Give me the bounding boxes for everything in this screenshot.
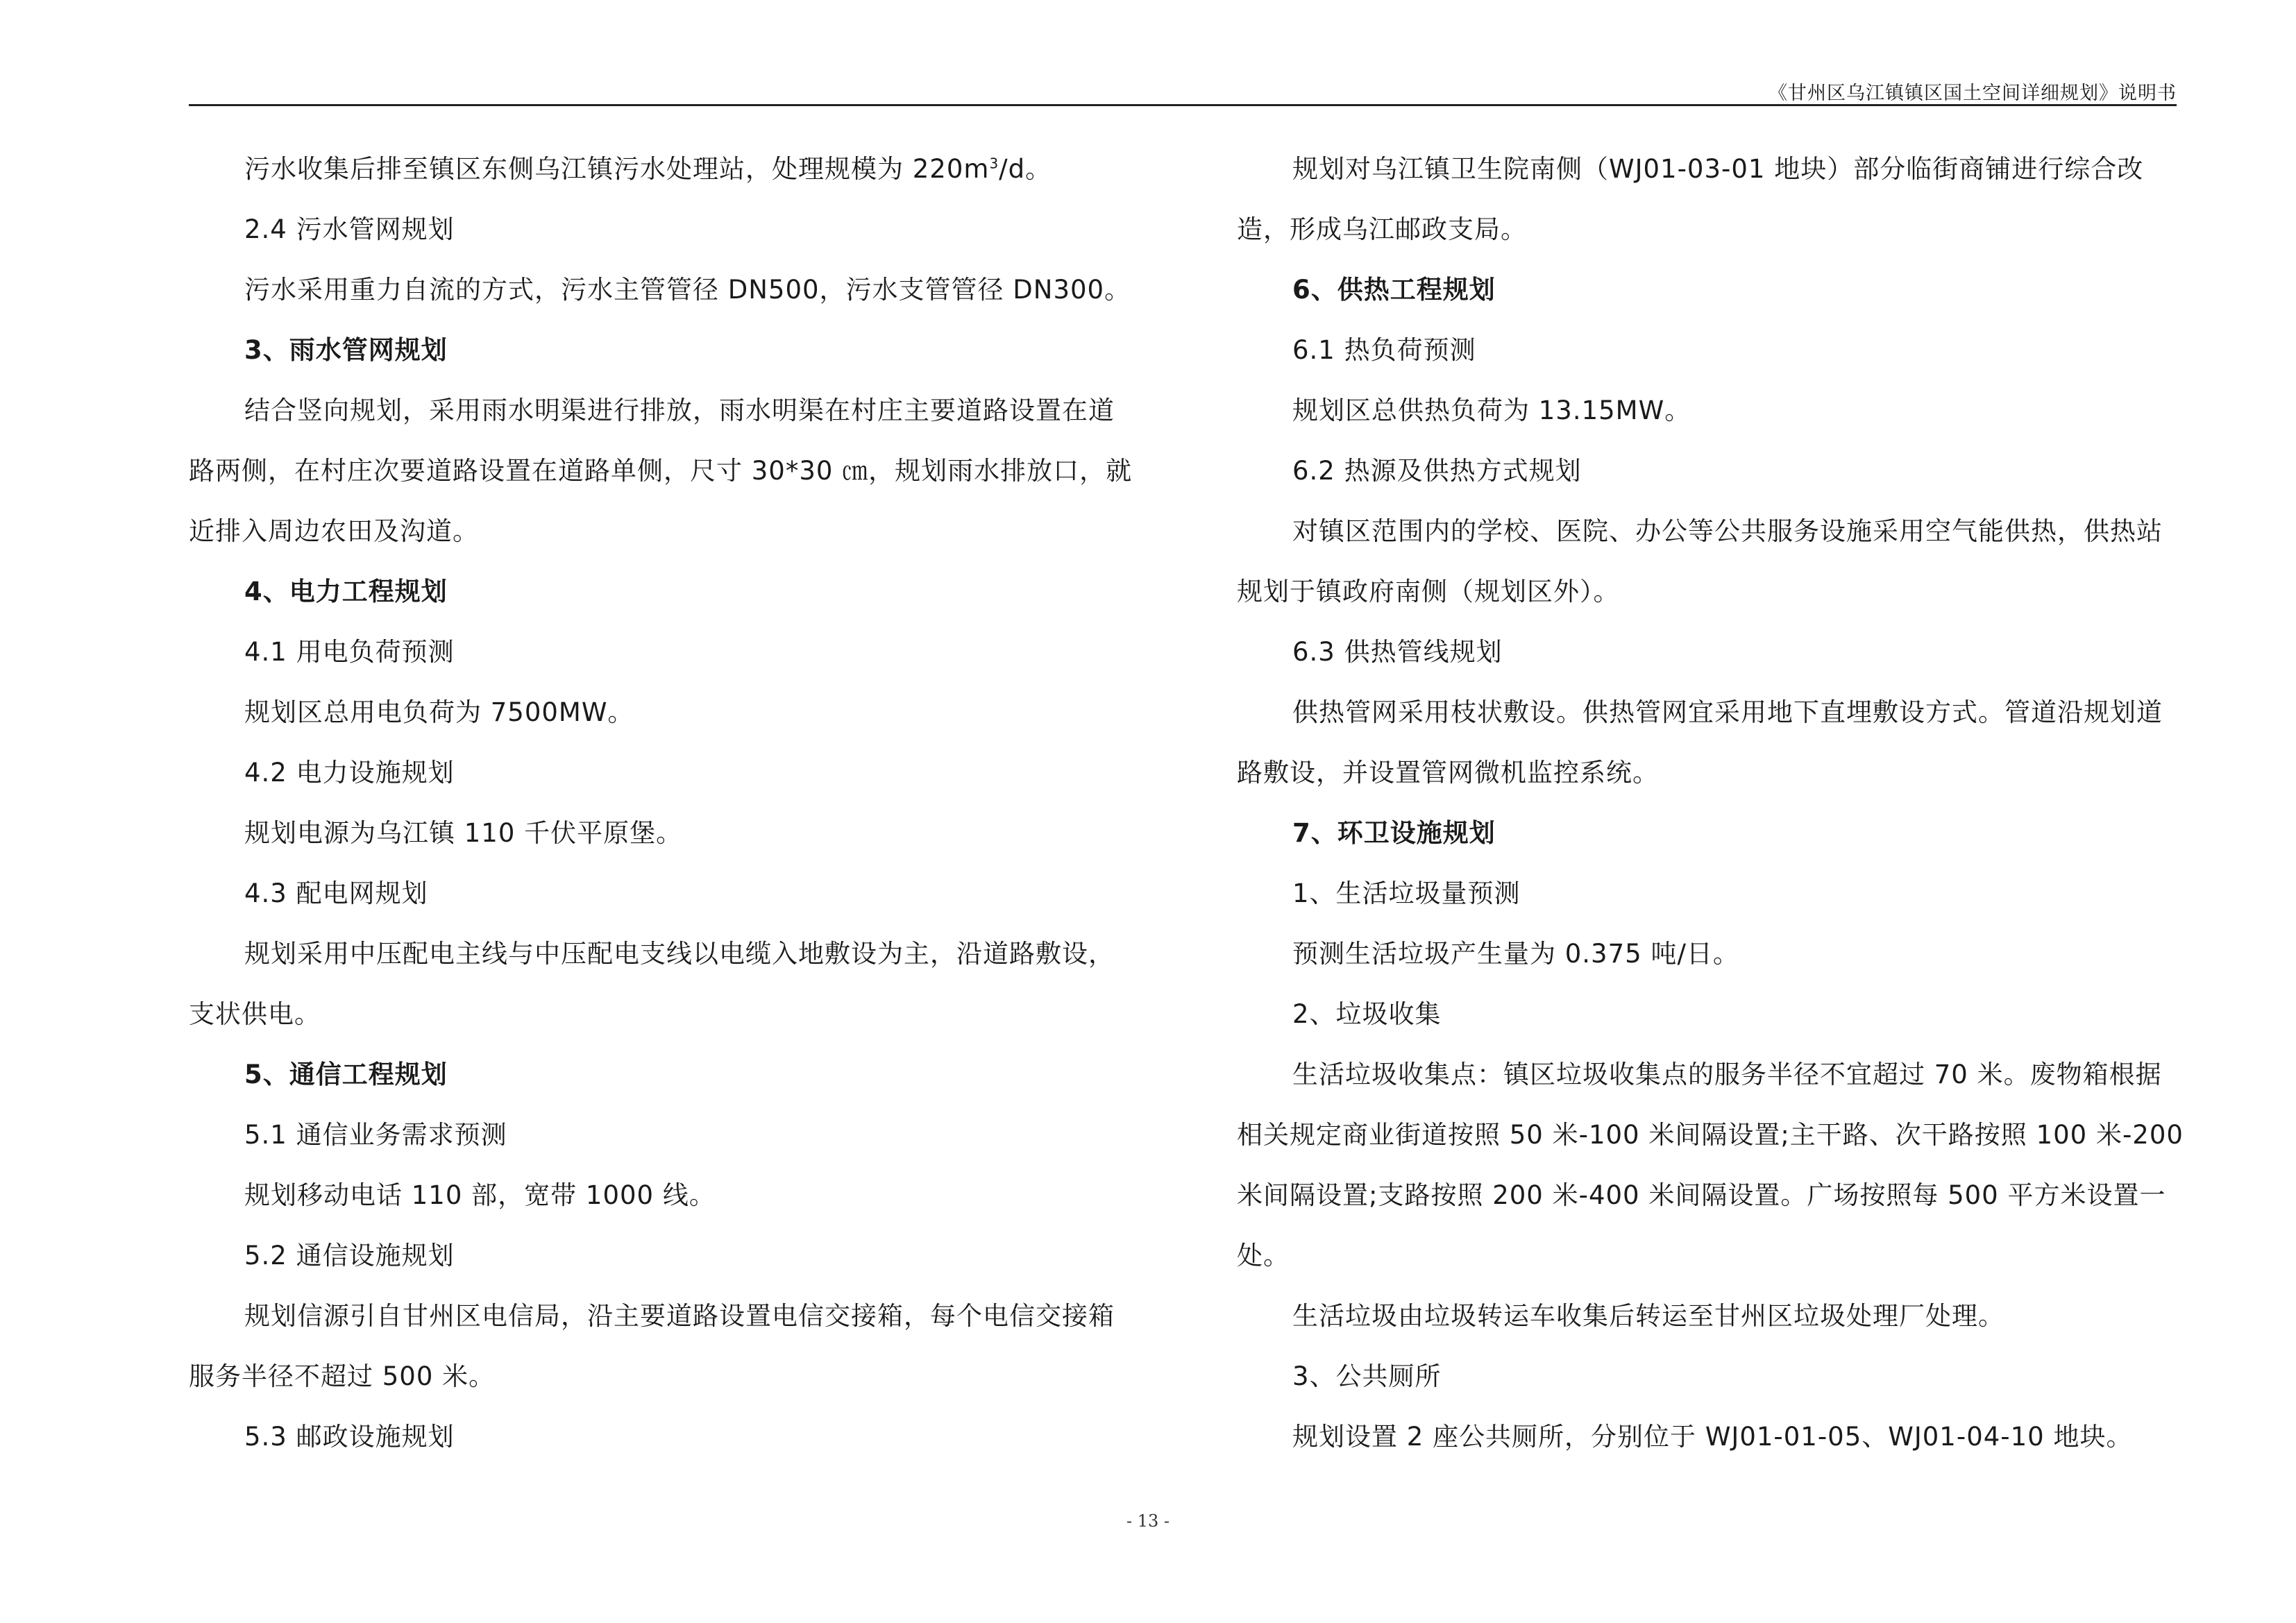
paragraph: 规划电源为乌江镇 110 千伏平原堡。 <box>244 818 683 848</box>
subsection-title: 1、生活垃圾量预测 <box>1292 878 1521 908</box>
page-number: - 13 - <box>1126 1511 1170 1531</box>
paragraph: 污水收集后排至镇区东侧乌江镇污水处理站，处理规模为 $220m^3/d$。 <box>244 154 1052 184</box>
section-heading: 3、雨水管网规划 <box>244 335 448 365</box>
header-rule <box>189 104 2177 106</box>
section-heading: 7、环卫设施规划 <box>1292 818 1496 848</box>
subsection-title: 4.3 配电网规划 <box>244 878 428 908</box>
section-heading: 6、供热工程规划 <box>1292 275 1496 305</box>
left-column <box>189 139 1140 1467</box>
subsection-title: 2.4 污水管网规划 <box>244 214 455 244</box>
paragraph: 规划对乌江镇卫生院南侧（WJ01-03-01 地块）部分临街商铺进行综合改造，形成乌江邮政支局。 <box>1237 154 2144 244</box>
paragraph: 生活垃圾由垃圾转运车收集后转运至甘州区垃圾处理厂处理。 <box>1292 1301 2004 1331</box>
paragraph: 规划信源引自甘州区电信局，沿主要道路设置电信交接箱，每个电信交接箱服务半径不超过 500 米。 <box>189 1301 1115 1391</box>
paragraph: 生活垃圾收集点：镇区垃圾收集点的服务半径不宜超过 70 米。废物箱根据相关规定商业街道按照 50 米-100 米间隔设置;主干路、次干路按照 100 米-200 米间隔设置;支路按照 200 米-400 米间隔设置。广场按照每 500 平方米设置一处。 <box>1237 1060 2184 1271</box>
paragraph: 规划区总供热负荷为 13.15MW。 <box>1292 396 1691 425</box>
header-title: 《甘州区乌江镇镇区国土空间详细规划》说明书 <box>1769 83 2177 104</box>
paragraph: 规划移动电话 110 部，宽带 1000 线。 <box>244 1180 716 1210</box>
subsection-title: 5.2 通信设施规划 <box>244 1241 455 1271</box>
paragraph: 预测生活垃圾产生量为 0.375 吨/日。 <box>1292 939 1739 969</box>
subsection-title: 4.1 用电负荷预测 <box>244 637 455 667</box>
subsection-title: 5.3 邮政设施规划 <box>244 1422 455 1452</box>
subsection-title: 4.2 电力设施规划 <box>244 758 455 788</box>
paragraph: 结合竖向规划，采用雨水明渠进行排放，雨水明渠在村庄主要道路设置在道路两侧，在村庄次要道路设置在道路单侧，尺寸 30*30 ㎝，规划雨水排放口，就近排入周边农田及沟道。 <box>189 396 1133 546</box>
subsection-title: 6.3 供热管线规划 <box>1292 637 1503 667</box>
paragraph: 对镇区范围内的学校、医院、办公等公共服务设施采用空气能供热，供热站规划于镇政府南侧（规划区外）。 <box>1237 516 2163 606</box>
subsection-title: 3、公共厕所 <box>1292 1361 1442 1391</box>
paragraph: 污水采用重力自流的方式，污水主管管径 DN500，污水支管管径 DN300。 <box>244 275 1131 305</box>
subsection-title: 6.1 热负荷预测 <box>1292 335 1476 365</box>
right-column <box>1237 139 2188 1467</box>
subsection-title: 6.2 热源及供热方式规划 <box>1292 456 1582 486</box>
subsection-title: 5.1 通信业务需求预测 <box>244 1120 507 1150</box>
section-heading: 4、电力工程规划 <box>244 577 448 606</box>
paragraph: 规划设置 2 座公共厕所，分别位于 WJ01-01-05、WJ01-04-10 地块。 <box>1292 1422 2133 1452</box>
paragraph: 规划采用中压配电主线与中压配电支线以电缆入地敷设为主，沿道路敷设，支状供电。 <box>189 939 1115 1029</box>
paragraph: 规划区总用电负荷为 7500MW。 <box>244 697 634 727</box>
subsection-title: 2、垃圾收集 <box>1292 999 1442 1029</box>
paragraph: 供热管网采用枝状敷设。供热管网宜采用地下直埋敷设方式。管道沿规划道路敷设，并设置管网微机监控系统。 <box>1237 697 2163 788</box>
section-heading: 5、通信工程规划 <box>244 1060 448 1089</box>
